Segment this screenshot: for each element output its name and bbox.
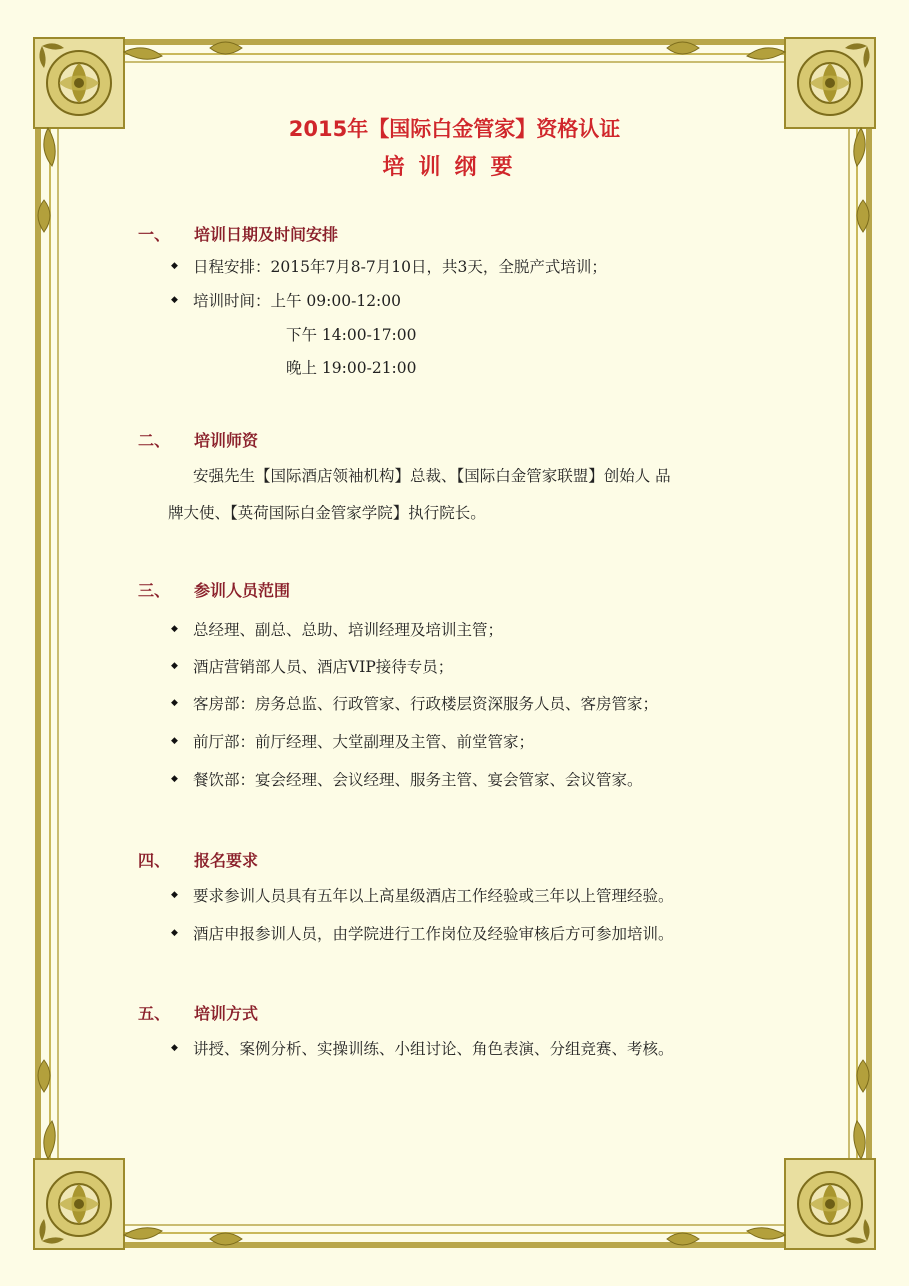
document-title: 2015年【国际白金管家】资格认证 (288, 117, 621, 141)
section-number: 四、 (138, 851, 171, 870)
diamond-bullet-icon: ◆ (171, 624, 178, 634)
paragraph-line: 安强先生【国际酒店领袖机构】总裁、【国际白金管家联盟】创始人 品 (193, 467, 671, 485)
section-heading (138, 578, 290, 601)
list-item: 前厅部：前厅经理、大堂副理及主管、前堂管家； (193, 733, 535, 751)
list-item: 酒店申报参训人员，由学院进行工作岗位及经验审核后方可参加培训。 (193, 925, 674, 943)
diamond-bullet-icon: ◆ (171, 661, 178, 671)
section-title: 培训方式 (194, 1004, 259, 1023)
section-number: 三、 (138, 581, 171, 600)
section-title: 参训人员范围 (194, 581, 291, 600)
section-heading (138, 1001, 258, 1024)
list-item: 总经理、副总、总助、培训经理及培训主管； (193, 621, 504, 639)
schedule-line: 晚上 19:00-21:00 (286, 359, 417, 377)
list-item: 培训时间：上午 09:00-12:00 (193, 292, 402, 310)
diamond-bullet-icon: ◆ (171, 736, 178, 746)
section-title: 培训日期及时间安排 (194, 225, 339, 244)
list-item: 日程安排：2015年7月8-7月10日，共3天，全脱产式培训； (193, 258, 607, 276)
list-item: 客房部：房务总监、行政管家、行政楼层资深服务人员、客房管家； (193, 695, 659, 713)
section-heading (138, 222, 338, 245)
list-item: 讲授、案例分析、实操训练、小组讨论、角色表演、分组竞赛、考核。 (193, 1040, 674, 1058)
diamond-bullet-icon: ◆ (171, 774, 178, 784)
list-item: 要求参训人员具有五年以上高星级酒店工作经验或三年以上管理经验。 (193, 887, 674, 905)
diamond-bullet-icon: ◆ (171, 1043, 178, 1053)
section-heading (138, 848, 258, 871)
diamond-bullet-icon: ◆ (171, 890, 178, 900)
section-number: 二、 (138, 431, 171, 450)
list-item: 餐饮部：宴会经理、会议经理、服务主管、宴会管家、会议管家。 (193, 771, 643, 789)
section-heading (138, 428, 258, 451)
diamond-bullet-icon: ◆ (171, 261, 178, 271)
section-title: 培训师资 (194, 431, 259, 450)
section-title: 报名要求 (194, 851, 259, 870)
diamond-bullet-icon: ◆ (171, 698, 178, 708)
section-number: 一、 (138, 225, 171, 244)
list-item: 酒店营销部人员、酒店VIP接待专员； (193, 658, 454, 676)
diamond-bullet-icon: ◆ (171, 928, 178, 938)
paragraph-line: 牌大使、【英荷国际白金管家学院】执行院长。 (168, 504, 486, 522)
section-number: 五、 (138, 1004, 171, 1023)
document-subtitle: 培训纲要 (382, 155, 527, 180)
diamond-bullet-icon: ◆ (171, 295, 178, 305)
schedule-line: 下午 14:00-17:00 (286, 326, 417, 344)
